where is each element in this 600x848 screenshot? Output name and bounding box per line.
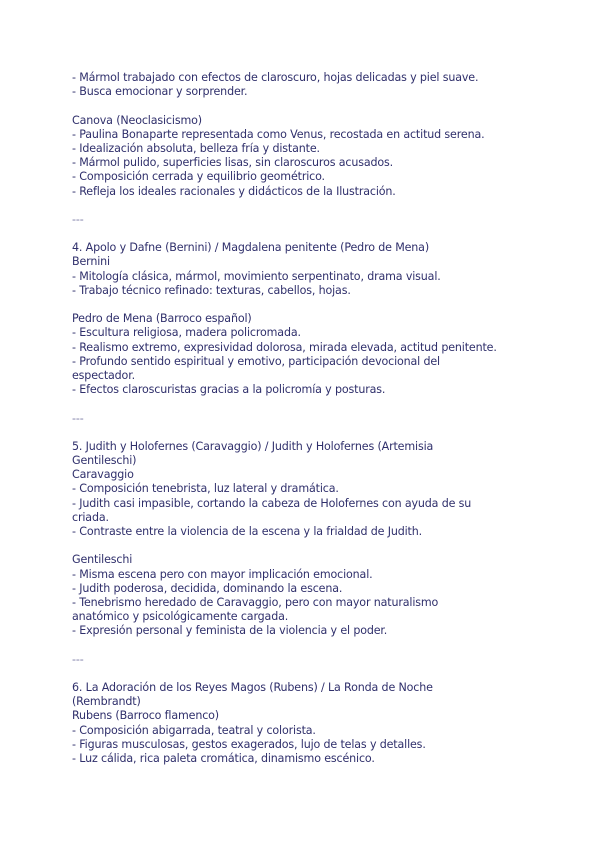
subsection-title: Canova (Neoclasicismo) [72,113,202,127]
text-line: - Refleja los ideales racionales y didácticos de la Ilustración. [72,184,396,198]
text-line: - Figuras musculosas, gestos exagerados, lujo de telas y detalles. [72,737,426,751]
section-heading-continued: Gentileschi) [72,454,137,468]
text-line: - Misma escena pero con mayor implicación emocional. [72,567,373,581]
text-line: - Judith casi impasible, cortando la cabeza de Holofernes con ayuda de su [72,496,472,510]
subsection-title: Caravaggio [72,468,134,482]
text-line: - Composición tenebrista, luz lateral y dramática. [72,482,339,496]
text-line: espectador. [72,368,135,382]
text-line: - Tenebrismo heredado de Caravaggio, pero con mayor naturalismo [72,595,439,609]
text-line: - Mármol pulido, superficies lisas, sin claroscuros acusados. [72,156,394,170]
separator: --- [72,411,84,425]
text-line: - Composición abigarrada, teatral y colorista. [72,723,316,737]
subsection-title: Gentileschi [72,553,133,567]
text-line: - Expresión personal y feminista de la violencia y el poder. [72,624,388,638]
section-heading: 6. La Adoración de los Reyes Magos (Rubens) / La Ronda de Noche [72,681,433,695]
text-line: - Composición cerrada y equilibrio geométrico. [72,170,325,184]
section-heading: 4. Apolo y Dafne (Bernini) / Magdalena penitente (Pedro de Mena) [72,241,429,255]
separator: --- [72,652,84,666]
text-line: - Contraste entre la violencia de la escena y la frialdad de Judith. [72,525,422,538]
text-line: - Judith poderosa, decidida, dominando la escena. [72,581,343,595]
text-line: anatómico y psicológicamente cargada. [72,610,289,624]
text-line: - Idealización absoluta, belleza fría y distante. [72,141,320,155]
section-heading: 5. Judith y Holofernes (Caravaggio) / Judith y Holofernes (Artemisia [72,439,434,453]
text-line: - Busca emocionar y sorprender. [72,85,248,99]
text-line: - Mármol trabajado con efectos de claroscuro, hojas delicadas y piel suave. [72,71,479,84]
subsection-title: Rubens (Barroco flamenco) [72,709,219,723]
text-line: - Profundo sentido espiritual y emotivo, participación devocional del [72,354,440,368]
separator: --- [72,212,84,226]
text-line: - Mitología clásica, mármol, movimiento serpentinato, drama visual. [72,269,441,283]
subsection-title: Bernini [72,255,110,269]
text-line: - Efectos claroscuristas gracias a la policromía y posturas. [72,383,386,397]
text-line: - Escultura religiosa, madera policromada. [72,326,301,340]
text-line: - Trabajo técnico refinado: texturas, cabellos, hojas. [72,283,351,297]
text-line: criada. [72,510,109,524]
text-line: - Paulina Bonaparte representada como Venus, recostada en actitud serena. [72,127,485,141]
document-page [72,71,542,766]
section-heading-continued: (Rembrandt) [72,695,141,709]
subsection-title: Pedro de Mena (Barroco español) [72,312,252,326]
text-line: - Realismo extremo, expresividad dolorosa, mirada elevada, actitud penitente. [72,340,497,354]
text-line: - Luz cálida, rica paleta cromática, dinamismo escénico. [72,752,375,765]
